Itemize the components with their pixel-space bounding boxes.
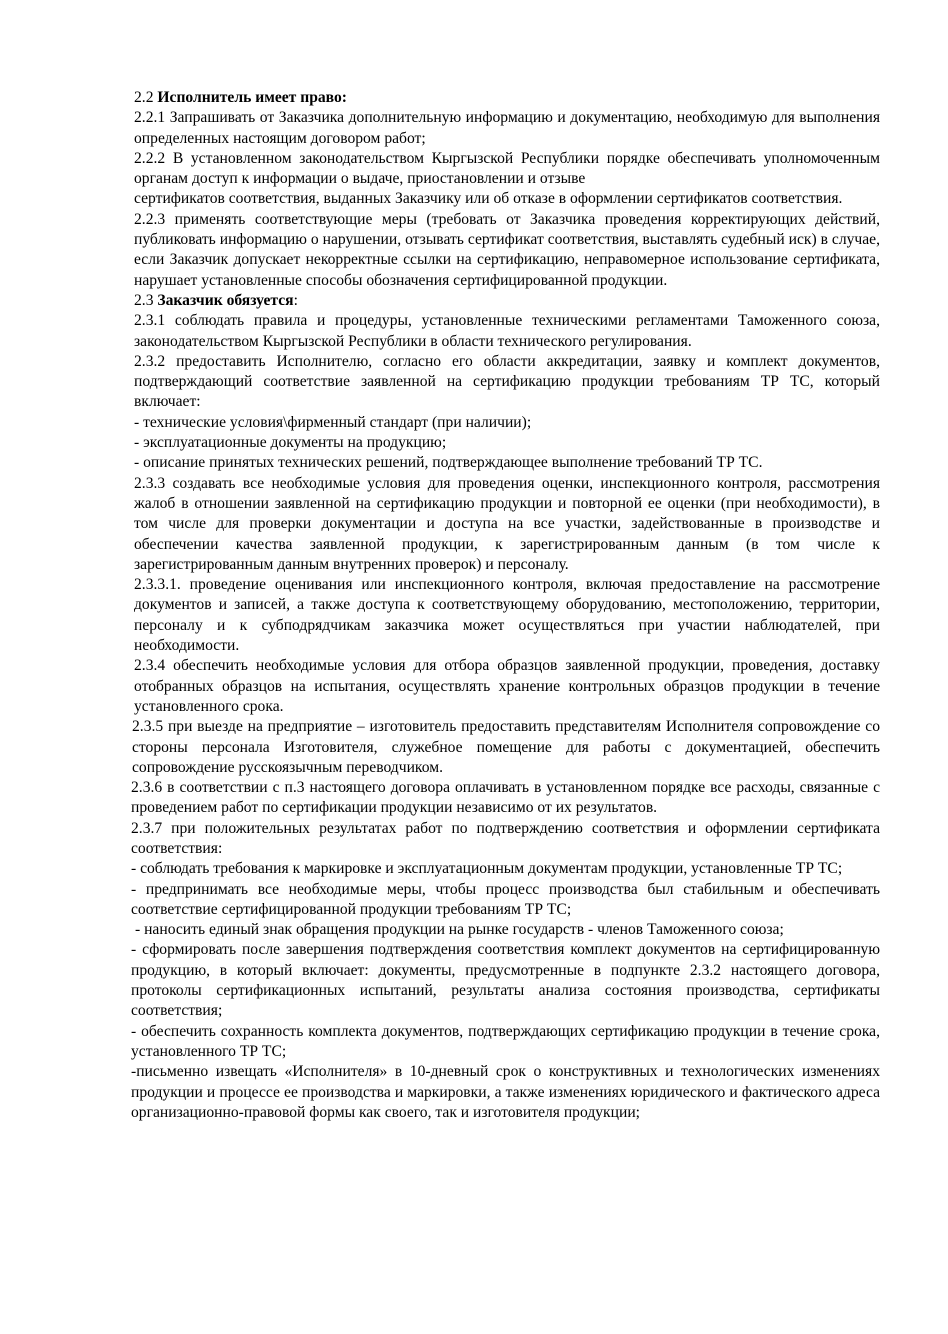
list-item: - эксплуатационные документы на продукцию; bbox=[134, 434, 447, 452]
clause-2-3-3: 2.3.3 создавать все необходимые условия для проведения оценки, инспекционного контроля, рассмотрения жалоб в отношении заявленной на сертификацию продукции и повторной ее оценки (при необходимости), в том числе для проверки документации и доступа на все участки, задействованные в производстве и обеспечении качества заявленной продукции, к зарегистрированным данным (в том числе к зарегистрированным данным внутренних проверок) и персоналу. bbox=[134, 474, 880, 573]
section-title-colon: : bbox=[293, 291, 298, 309]
list-item: - соблюдать требования к маркировке и эксплуатационным документам продукции, установленные ТР ТС; bbox=[131, 860, 843, 878]
clause-2-3-2: 2.3.2 предоставить Исполнителю, согласно его области аккредитации, заявку и комплект документов, подтверждающий соответствие заявленной на сертификацию продукции требованиям ТР ТС, который включает: bbox=[134, 352, 880, 411]
clause-2-2-2-continued: сертификатов соответствия, выданных Заказчику или об отказе в оформлении сертификатов соответствия. bbox=[134, 190, 843, 208]
list-item: -письменно извещать «Исполнителя» в 10-дневный срок о конструктивных и технологических изменениях продукции и процессе ее производства и маркировки, а также изменениях юридического и фактического адреса организационно-правовой формы как своего, так и изготовителя продукции; bbox=[131, 1063, 880, 1121]
document-body bbox=[131, 88, 880, 1123]
list-item: - описание принятых технических решений, подтверждающее выполнение требований ТР ТС. bbox=[134, 454, 763, 472]
section-number: 2.3 bbox=[134, 291, 158, 309]
list-item: - обеспечить сохранность комплекта документов, подтверждающих сертификацию продукции в течение срока, установленного ТР ТС; bbox=[131, 1022, 880, 1060]
clause-2-2-1: 2.2.1 Запрашивать от Заказчика дополнительную информацию и документацию, необходимую для выполнения определенных настоящим договором работ; bbox=[134, 109, 880, 147]
clause-2-3-3-1: 2.3.3.1. проведение оценивания или инспекционного контроля, включая предоставление на рассмотрение документов и записей, а также доступа к соответствующему оборудованию, местоположению, территории, персоналу и к субподрядчикам заказчика может осуществляться при участии наблюдателей, при необходимости. bbox=[134, 576, 880, 655]
section-heading-2-3 bbox=[134, 291, 880, 311]
section-title: Исполнитель имеет право: bbox=[157, 89, 347, 106]
clause-2-3-4: 2.3.4 обеспечить необходимые условия для отбора образцов заявленной продукции, проведения, доставку отобранных образцов на испытания, осуществлять хранение контрольных образцов продукции в течение установленного срока. bbox=[134, 657, 880, 715]
section-number: 2.2 bbox=[134, 89, 158, 106]
section-title: Заказчик обязуется bbox=[157, 291, 294, 309]
clause-2-3-7: 2.3.7 при положительных результатах работ по подтверждению соответствия и оформлении сертификата соответствия: bbox=[131, 819, 880, 857]
clause-2-2-3: 2.2.3 применять соответствующие меры (требовать от Заказчика проведения корректирующих действий, публиковать информацию о нарушении, отзывать сертификат соответствия, выставлять судебный иск) в случае, если Заказчик допускает некорректные ссылки на сертификацию, неправомерное использование сертификата, нарушает установленные способы обозначения сертифицированной продукции. bbox=[134, 210, 880, 289]
clause-2-3-1: 2.3.1 соблюдать правила и процедуры, установленные техническими регламентами Таможенного союза, законодательством Кыргызской Республики в области технического регулирования. bbox=[134, 312, 880, 350]
list-item: - технические условия\фирменный стандарт (при наличии); bbox=[134, 413, 532, 431]
list-item: - предпринимать все необходимые меры, чтобы процесс производства был стабильным и обеспечивать соответствие сертифицированной продукции требованиям ТР ТС; bbox=[131, 880, 880, 918]
list-item: - сформировать после завершения подтверждения соответствия комплект документов на сертифицированную продукцию, в который включает: документы, предусмотренные в подпункте 2.3.2 настоящего договора, протоколы сертификационных испытаний, результаты анализа состояния производства, сертификаты соответствия; bbox=[131, 941, 880, 1020]
list-item: - наносить единый знак обращения продукции на рынке государств - членов Таможенного союза; bbox=[135, 921, 784, 939]
clause-2-3-6: 2.3.6 в соответствии с п.3 настоящего договора оплачивать в установленном порядке все расходы, связанные с проведением работ по сертификации продукции независимо от их результатов. bbox=[131, 779, 880, 817]
section-heading-2-2 bbox=[134, 88, 880, 108]
clause-2-3-5: 2.3.5 при выезде на предприятие – изготовитель предоставить представителям Исполнителя сопровождение со стороны персонала Изготовителя, служебное помещение для работы с документацией, обеспечить сопровождение русскоязычным переводчиком. bbox=[132, 718, 880, 776]
clause-2-2-2: 2.2.2 В установленном законодательством Кыргызской Республики порядке обеспечивать уполномоченным органам доступ к информации о выдаче, приостановлении и отзыве bbox=[134, 149, 880, 188]
